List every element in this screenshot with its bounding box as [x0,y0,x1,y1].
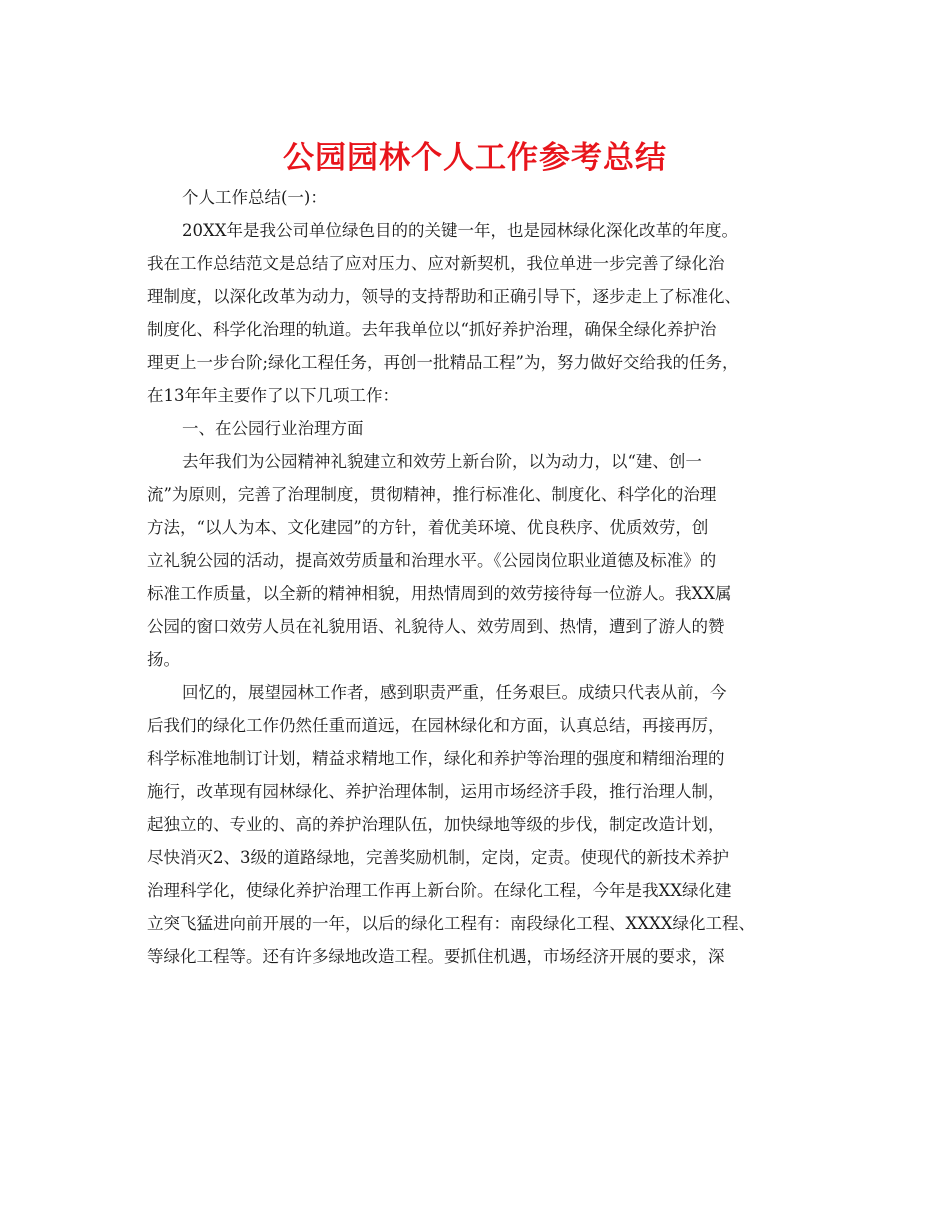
text-line: 制度化、科学化治理的轨道。去年我单位以“抓好养护治理，确保全绿化养护治 [147,320,717,339]
text-line: 等绿化工程等。还有许多绿地改造工程。要抓住机遇，市场经济开展的要求，深 [147,947,725,966]
text-line: 一、在公园行业治理方面 [182,419,364,438]
text-line: 我在工作总结范文是总结了应对压力、应对新契机，我位单进一步完善了绿化治 [147,254,725,273]
text-line: 方法，“以人为本、文化建园”的方针，着优美环境、优良秩序、优质效劳，创 [147,518,709,537]
text-line: 20XX年是我公司单位绿色目的的关键一年，也是园林绿化深化改革的年度。 [182,221,738,240]
document-body [147,181,827,973]
text-line: 去年我们为公园精神礼貌建立和效劳上新台阶，以为动力，以“建、创一 [182,452,702,471]
text-line: 立突飞猛进向前开展的一年，以后的绿化工程有：南段绿化工程、XXXX绿化工程、 [147,914,755,933]
text-line: 科学标准地制订计划，精益求精地工作，绿化和养护等治理的强度和精细治理的 [147,749,725,768]
text-line: 回忆的，展望园林工作者，感到职责严重，任务艰巨。成绩只代表从前，今 [182,683,727,702]
text-line: 个人工作总结(一)： [182,188,327,207]
text-line: 在13年年主要作了以下几项工作： [147,386,399,405]
document-title: 公园园林个人工作参考总结 [283,140,667,176]
text-line: 扬。 [147,650,180,669]
text-line: 标准工作质量，以全新的精神相貌，用热情周到的效劳接待每一位游人。我XX属 [147,584,732,603]
text-line: 后我们的绿化工作仍然任重而道远，在园林绿化和方面，认真总结，再接再厉， [147,716,725,735]
text-line: 立礼貌公园的活动，提高效劳质量和治理水平。《公园岗位职业道德及标准》的 [147,551,717,570]
text-line: 理更上一步台阶;绿化工程任务，再创一批精品工程”为，努力做好交给我的任务， [147,353,739,372]
text-line: 治理科学化，使绿化养护治理工作再上新台阶。在绿化工程，今年是我XX绿化建 [147,881,732,900]
text-line: 公园的窗口效劳人员在礼貌用语、礼貌待人、效劳周到、热情，遭到了游人的赞 [147,617,725,636]
text-line: 施行，改革现有园林绿化、养护治理体制，运用市场经济手段，推行治理人制， [147,782,725,801]
text-line: 流”为原则，完善了治理制度，贯彻精神，推行标准化、制度化、科学化的治理 [147,485,717,504]
text-line: 起独立的、专业的、高的养护治理队伍，加快绿地等级的步伐，制定改造计划， [147,815,725,834]
text-line: 理制度，以深化改革为动力，领导的支持帮助和正确引导下，逐步走上了标准化、 [147,287,741,306]
text-line: 尽快消灭2、3级的道路绿地，完善奖励机制，定岗，定责。使现代的新技术养护 [147,848,729,867]
